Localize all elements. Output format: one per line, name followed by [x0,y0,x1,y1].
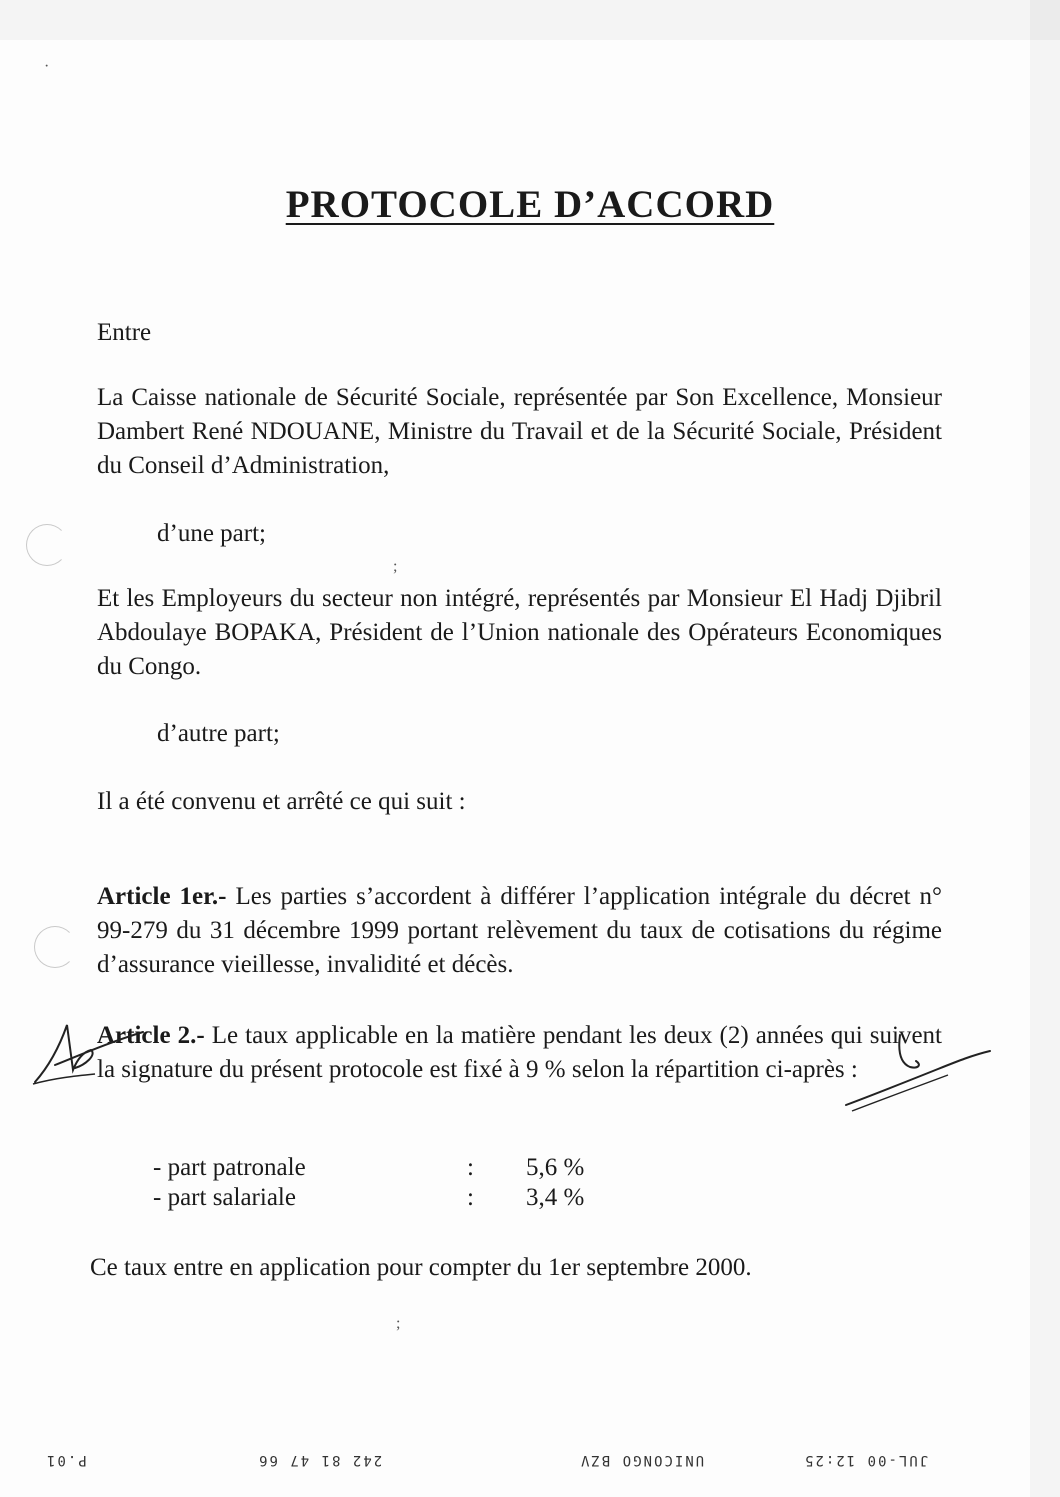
document-title: PROTOCOLE D’ACCORD [285,183,775,226]
repartition-value: 3,4 % [526,1184,585,1211]
article-1-paragraph [97,880,942,982]
article-1-label: Article 1er.- [97,883,227,910]
fax-footer-datetime: JUL-00 12:25 [803,1452,929,1468]
punch-hole-mark [26,524,68,566]
fax-footer-phone: 242 81 47 66 [257,1452,383,1468]
closing-paragraph: Ce taux entre en application pour compter du 1er septembre 2000. [90,1254,752,1281]
repartition-colon: : [467,1184,474,1211]
repartition-value: 5,6 % [526,1154,585,1181]
signature-right [838,1025,998,1115]
convenu-paragraph: Il a été convenu et arrêté ce qui suit : [97,788,466,815]
repartition-label: - part patronale [153,1154,306,1181]
party-two-paragraph: Et les Employeurs du secteur non intégré, représentés par Monsieur El Hadj Djibril Abdoulaye BOPAKA, Président de l’Union nationale des Opérateurs Economiques du Congo. [97,585,942,680]
scan-speck: ; [396,1315,401,1332]
party-one-paragraph: La Caisse nationale de Sécurité Sociale, représentée par Son Excellence, Monsieur Dambert René NDOUANE, Ministre du Travail et de la Sécurité Sociale, Président du Conseil d’Administration, [97,384,942,479]
article-2-label: Article 2.- [97,1022,205,1049]
article-1-text: Les parties s’accordent à différer l’application intégrale du décret n° 99-279 du 31 décembre 1999 portant relèvement du taux de cotisations du régime d’assurance vieillesse, invalidité et décès. [97,883,942,978]
article-2-text: Le taux applicable en la matière pendant les deux (2) années qui suivent la signature du présent protocole est fixé à 9 % selon la répartition ci-après : [97,1022,942,1083]
une-part-label: d’une part; [157,520,266,547]
fax-footer-page: P.01 [45,1452,87,1468]
repartition-label: - part salariale [153,1184,296,1211]
punch-hole-mark [34,926,76,968]
scan-speck: · [44,58,50,75]
scan-speck: ; [393,558,398,575]
article-2-paragraph [97,1019,942,1087]
scan-shadow-top [0,0,1060,40]
entre-label: Entre [97,319,152,346]
repartition-colon: : [467,1154,474,1181]
autre-part-label: d’autre part; [157,720,280,747]
signature-left [25,1010,155,1090]
fax-footer-sender: UNICONGO BZV [579,1452,705,1468]
